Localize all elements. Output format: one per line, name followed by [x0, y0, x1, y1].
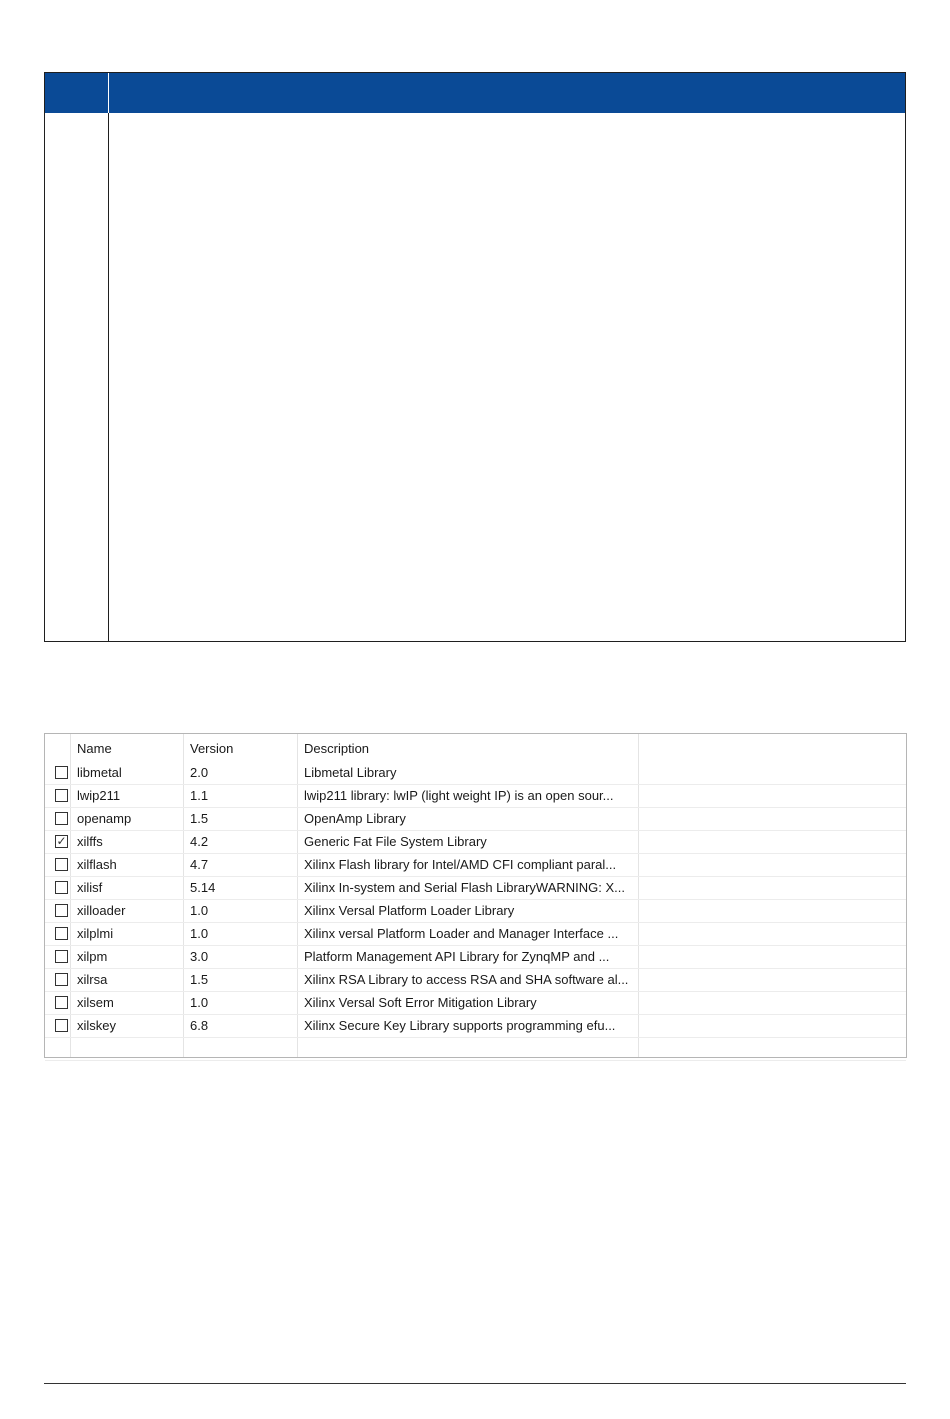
- table-row[interactable]: [45, 992, 906, 1015]
- library-checkbox[interactable]: [55, 835, 68, 848]
- library-name: xilskey: [77, 1018, 117, 1033]
- library-checkbox[interactable]: [55, 904, 68, 917]
- library-version: 2.0: [190, 765, 209, 780]
- library-version: 4.7: [190, 857, 209, 872]
- library-description: Xilinx Secure Key Library supports programming efu...: [304, 1018, 616, 1033]
- library-checkbox[interactable]: [55, 1019, 68, 1032]
- library-version: 1.5: [190, 811, 209, 826]
- table-row[interactable]: [45, 900, 906, 923]
- column-header-name[interactable]: Name: [77, 741, 112, 756]
- library-version: 1.1: [190, 788, 209, 803]
- library-name: xilsem: [77, 995, 114, 1010]
- table-row[interactable]: [45, 808, 906, 831]
- library-version: 3.0: [190, 949, 209, 964]
- library-checkbox[interactable]: [55, 973, 68, 986]
- library-name: xilisf: [77, 880, 103, 895]
- library-description: Platform Management API Library for ZynqMP and ...: [304, 949, 610, 964]
- table-row[interactable]: [45, 923, 906, 946]
- table-row[interactable]: [45, 831, 906, 854]
- table-row[interactable]: [45, 854, 906, 877]
- library-version: 1.0: [190, 926, 209, 941]
- library-name: xilloader: [77, 903, 126, 918]
- table-row[interactable]: [45, 969, 906, 992]
- library-checkbox[interactable]: [55, 950, 68, 963]
- library-description: OpenAmp Library: [304, 811, 406, 826]
- table-row[interactable]: [45, 785, 906, 808]
- library-checkbox[interactable]: [55, 789, 68, 802]
- library-checkbox[interactable]: [55, 858, 68, 871]
- library-description: Generic Fat File System Library: [304, 834, 487, 849]
- document-table-header: [45, 73, 905, 113]
- library-description: Libmetal Library: [304, 765, 397, 780]
- column-divider: [108, 113, 109, 641]
- library-checkbox[interactable]: [55, 766, 68, 779]
- library-name: openamp: [77, 811, 132, 826]
- library-version: 1.0: [190, 903, 209, 918]
- footer-rule: [44, 1383, 906, 1384]
- column-header-version[interactable]: Version: [190, 741, 234, 756]
- table-row[interactable]: [45, 762, 906, 785]
- library-checkbox[interactable]: [55, 812, 68, 825]
- library-checkbox[interactable]: [55, 927, 68, 940]
- library-checkbox[interactable]: [55, 996, 68, 1009]
- library-name: libmetal: [77, 765, 122, 780]
- library-description: Xilinx versal Platform Loader and Manager Interface ...: [304, 926, 619, 941]
- library-version: 6.8: [190, 1018, 209, 1033]
- table-row[interactable]: [45, 946, 906, 969]
- library-description: Xilinx In-system and Serial Flash LibraryWARNING: X...: [304, 880, 625, 895]
- library-version: 5.14: [190, 880, 216, 895]
- empty-row: [45, 1038, 906, 1061]
- library-description: Xilinx RSA Library to access RSA and SHA software al...: [304, 972, 629, 987]
- library-list: [44, 733, 907, 1058]
- library-name: xilpm: [77, 949, 108, 964]
- library-version: 1.0: [190, 995, 209, 1010]
- table-row[interactable]: [45, 877, 906, 900]
- library-checkbox[interactable]: [55, 881, 68, 894]
- library-list-header: [45, 734, 906, 762]
- library-name: xilflash: [77, 857, 117, 872]
- header-divider: [108, 73, 109, 113]
- library-version: 4.2: [190, 834, 209, 849]
- column-header-description[interactable]: Description: [304, 741, 370, 756]
- checkmark-icon: ✓: [56, 834, 67, 848]
- library-description: Xilinx Flash library for Intel/AMD CFI compliant paral...: [304, 857, 617, 872]
- library-version: 1.5: [190, 972, 209, 987]
- library-name: xilplmi: [77, 926, 114, 941]
- library-name: xilrsa: [77, 972, 108, 987]
- library-name: lwip211: [77, 788, 121, 803]
- library-description: Xilinx Versal Platform Loader Library: [304, 903, 515, 918]
- library-description: Xilinx Versal Soft Error Mitigation Library: [304, 995, 537, 1010]
- library-description: lwip211 library: lwIP (light weight IP) is an open sour...: [304, 788, 614, 803]
- library-name: xilffs: [77, 834, 103, 849]
- document-table: [44, 72, 906, 642]
- table-row[interactable]: [45, 1015, 906, 1038]
